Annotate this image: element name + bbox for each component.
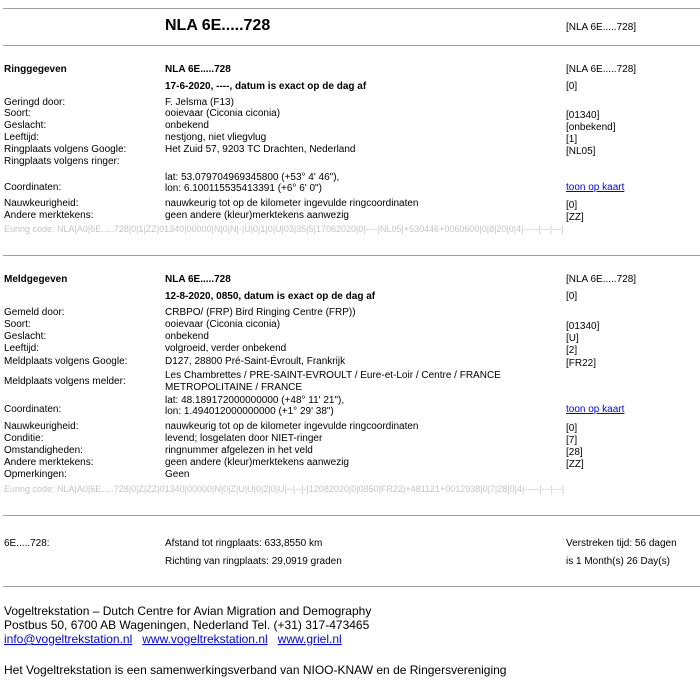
report-label-sex: Geslacht: [4,331,47,342]
report-label-condition: Conditie: [4,433,44,444]
ringing-label-place-ringer: Ringplaats volgens ringer: [4,156,120,167]
footer-site-link[interactable]: www.vogeltrekstation.nl [142,632,268,646]
ringing-label-age: Leeftijd: [4,132,40,143]
footer-email-link[interactable]: info@vogeltrekstation.nl [4,632,133,646]
ringing-map-link[interactable]: toon op kaart [566,182,625,193]
divider-3 [3,515,700,516]
report-label-species: Soort: [4,319,31,330]
ringing-date-code: [0] [566,81,578,92]
ringing-value-age: nestjong, niet vliegvlug [165,132,267,143]
ringing-code-accuracy: [0] [566,200,578,211]
ringing-label-ringer: Geringd door: [4,97,66,108]
report-ring-number: NLA 6E.....728 [165,274,231,285]
page-title: NLA 6E.....728 [165,17,271,34]
report-value-place-melder-1: Les Chambrettes / PRE-SAINT-EVROULT / Eure-et-Loir / Centre / FRANCE [165,370,501,381]
report-code-place-google: [FR22] [566,358,597,369]
report-label-accuracy: Nauwkeurigheid: [4,421,79,432]
summary-distance: Afstand tot ringplaats: 633,8550 km [165,538,323,549]
report-code-accuracy: [0] [566,423,578,434]
report-label-reporter: Gemeld door: [4,307,65,318]
ringing-euring-code: Euring code: NLA|A0|6E.....728|0|1|ZZ|01340|00000|N|0|N|-|U|0|1|0|U|03|35|5|17062020|0|----|NL05|+530446+0060600|0|8|20|0|4|-----|---|---| [4,224,564,234]
summary-ring: 6E.....728: [4,538,50,549]
ringing-label-accuracy: Nauwkeurigheid: [4,198,79,209]
divider-1 [3,45,700,46]
report-coord-lon: lon: 1.494012000000000 (+1° 29' 38") [165,406,334,417]
report-value-accuracy: nauwkeurig tot op de kilometer ingevulde ringcoordinaten [165,421,419,432]
report-code-condition: [7] [566,435,578,446]
ringing-code-sex: [onbekend] [566,122,616,133]
report-label-place-melder: Meldplaats volgens melder: [4,376,126,387]
ringing-date: 17-6-2020, ----, datum is exact op de dag af [165,81,367,92]
footer-address: Postbus 50, 6700 AB Wageningen, Nederland Tel. (+31) 317-473465 [4,618,370,632]
report-value-place-melder-2: METROPOLITAINE / FRANCE [165,382,303,393]
report-code-sex: [U] [566,333,579,344]
report-map-link[interactable]: toon op kaart [566,404,625,415]
ringing-coord-lat: lat: 53.079704969345800 (+53° 4' 46"), [165,172,340,183]
header-code: [NLA 6E.....728] [566,22,637,33]
report-value-species: ooievaar (Ciconia ciconia) [165,319,281,330]
report-value-reporter: CRBPO/ (FRP) Bird Ringing Centre (FRP)) [165,307,356,318]
ringing-ring-number: NLA 6E.....728 [165,64,231,75]
report-code-age: [2] [566,345,578,356]
ringing-value-place-google: Het Zuid 57, 9203 TC Drachten, Nederland [165,144,356,155]
summary-elapsed-detail: is 1 Month(s) 26 Day(s) [566,556,670,567]
divider-4 [3,586,700,587]
ringing-code-age: [1] [566,134,578,145]
ringing-value-marks: geen andere (kleur)merktekens aanwezig [165,210,349,221]
ringing-coord-lon: lon: 6.100115535413391 (+6° 6' 0") [165,183,322,194]
ringing-label-place-google: Ringplaats volgens Google: [4,144,127,155]
report-value-remarks: Geen [165,469,190,480]
report-value-sex: onbekend [165,331,209,342]
summary-elapsed: Verstreken tijd: 56 dagen [566,538,677,549]
report-value-marks: geen andere (kleur)merktekens aanwezig [165,457,349,468]
report-ring-code: [NLA 6E.....728] [566,274,637,285]
report-label-circumstances: Omstandigheden: [4,445,83,456]
ringing-label-sex: Geslacht: [4,120,47,131]
report-value-condition: levend; losgelaten door NIET-ringer [165,433,323,444]
report-label-marks: Andere merktekens: [4,457,94,468]
report-label-age: Leeftijd: [4,343,40,354]
footer-organisation: Vogeltrekstation – Dutch Centre for Avian Migration and Demography [4,604,372,618]
ringing-value-ringer: F. Jelsma (F13) [165,97,234,108]
ringing-value-accuracy: nauwkeurig tot op de kilometer ingevulde ringcoordinaten [165,198,419,209]
report-value-age: volgroeid, verder onbekend [165,343,287,354]
ringing-value-sex: onbekend [165,120,209,131]
ringing-label-coordinates: Coordinaten: [4,182,62,193]
ringing-code-place-google: [NL05] [566,146,596,157]
ringing-ring-code: [NLA 6E.....728] [566,64,637,75]
summary-direction: Richting van ringplaats: 29,0919 graden [165,556,342,567]
ringing-section-label: Ringgegeven [4,64,67,75]
report-coord-lat: lat: 48.189172000000000 (+48° 11' 21"), [165,395,345,406]
report-value-circumstances: ringnummer afgelezen in het veld [165,445,313,456]
report-section-label: Meldgegeven [4,274,68,285]
divider-2 [3,255,700,256]
report-code-marks: [ZZ] [566,459,584,470]
report-euring-code: Euring code: NLA|A0|6E.....728|0|Z|ZZ|01340|00000|N|0|Z|U|U|0|2|0|U|--|--|-|12082020|0|0850|FR22|+481121+0012938|0|7|28|0|4|-----|---|---| [4,484,565,494]
report-value-place-google: D127, 28800 Pré-Saint-Évroult, Frankrijk [165,356,346,367]
ringing-code-marks: [ZZ] [566,212,584,223]
report-date-code: [0] [566,291,578,302]
report-code-species: [01340] [566,321,600,332]
footer-griel-link[interactable]: www.griel.nl [277,632,342,646]
report-label-coordinates: Coordinaten: [4,404,62,415]
top-divider [3,8,700,9]
report-label-place-google: Meldplaats volgens Google: [4,356,128,367]
ringing-value-species: ooievaar (Ciconia ciconia) [165,108,281,119]
footer-links [4,632,342,646]
ringing-code-species: [01340] [566,110,600,121]
report-date: 12-8-2020, 0850, datum is exact op de dag af [165,291,376,302]
report-label-remarks: Opmerkingen: [4,469,67,480]
footer-partnership: Het Vogeltrekstation is een samenwerkingsverband van NIOO-KNAW en de Ringersvereniging [4,663,507,677]
report-code-circumstances: [28] [566,447,583,458]
ringing-label-marks: Andere merktekens: [4,210,94,221]
ringing-label-species: Soort: [4,108,31,119]
